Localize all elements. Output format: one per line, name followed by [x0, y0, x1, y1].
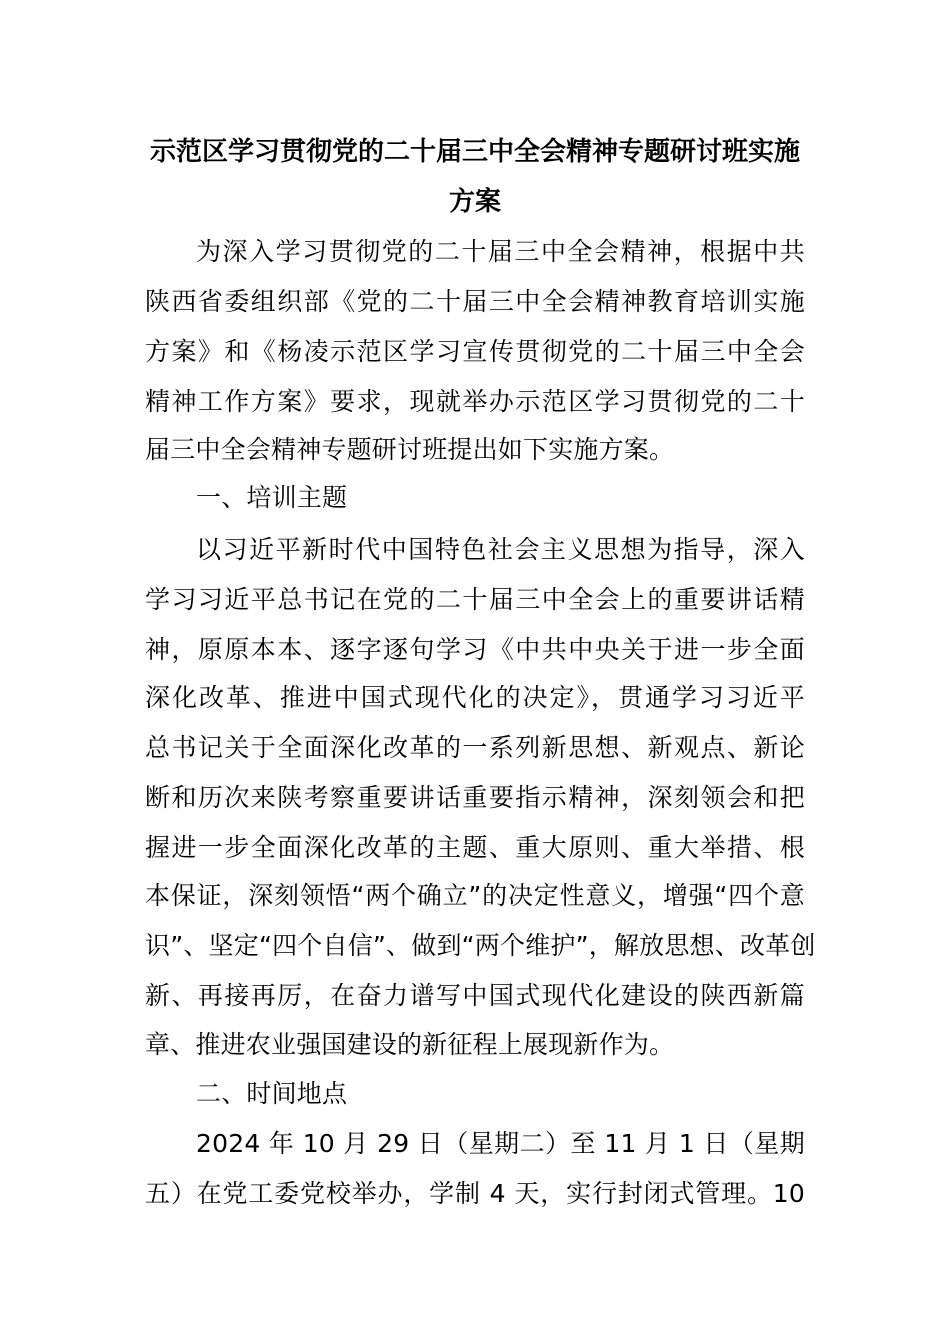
section-1-line: 学习习近平总书记在党的二十届三中全会上的重要讲话精 — [145, 585, 805, 614]
section-1-line: 章、推进农业强国建设的新征程上展现新作为。 — [145, 1030, 675, 1059]
section-1-line: 断和历次来陕考察重要讲话重要指示精神，深刻领会和把 — [145, 783, 805, 812]
section-1-line: 神，原原本本、逐字逐句学习《中共中央关于进一步全面 — [145, 635, 805, 664]
section-1-line: 识”、坚定“四个自信”、做到“两个维护”，解放思想、改革创 — [145, 931, 816, 960]
document-title-line-2: 方案 — [448, 187, 501, 217]
section-1-line: 总书记关于全面深化改革的一系列新思想、新观点、新论 — [145, 733, 805, 762]
intro-line: 陕西省委组织部《党的二十届三中全会精神教育培训实施 — [145, 287, 805, 316]
document-title-line-1: 示范区学习贯彻党的二十届三中全会精神专题研讨班实施 — [149, 137, 800, 167]
section-1-line: 以习近平新时代中国特色社会主义思想为指导，深入 — [196, 535, 805, 564]
section-1-line: 握进一步全面深化改革的主题、重大原则、重大举措、根 — [145, 833, 805, 862]
section-1-line: 新、再接再厉，在奋力谱写中国式现代化建设的陕西新篇 — [145, 981, 805, 1010]
intro-line: 届三中全会精神专题研讨班提出如下实施方案。 — [145, 435, 675, 464]
section-2-line: 五）在党工委党校举办，学制 4 天，实行封闭式管理。10 — [145, 1179, 805, 1208]
section-heading-time-place: 二、时间地点 — [196, 1079, 348, 1108]
intro-line: 方案》和《杨凌示范区学习宣传贯彻党的二十届三中全会 — [145, 337, 805, 366]
intro-line: 精神工作方案》要求，现就举办示范区学习贯彻党的二十 — [145, 387, 805, 416]
section-1-line: 深化改革、推进中国式现代化的决定》，贯通学习习近平 — [145, 683, 805, 712]
intro-line: 为深入学习贯彻党的二十届三中全会精神，根据中共 — [196, 237, 805, 266]
section-1-line: 本保证，深刻领悟“两个确立”的决定性意义，增强“四个意 — [145, 881, 805, 910]
section-heading-training-theme: 一、培训主题 — [196, 483, 348, 512]
section-2-line: 2024 年 10 月 29 日（星期二）至 11 月 1 日（星期 — [196, 1129, 805, 1158]
